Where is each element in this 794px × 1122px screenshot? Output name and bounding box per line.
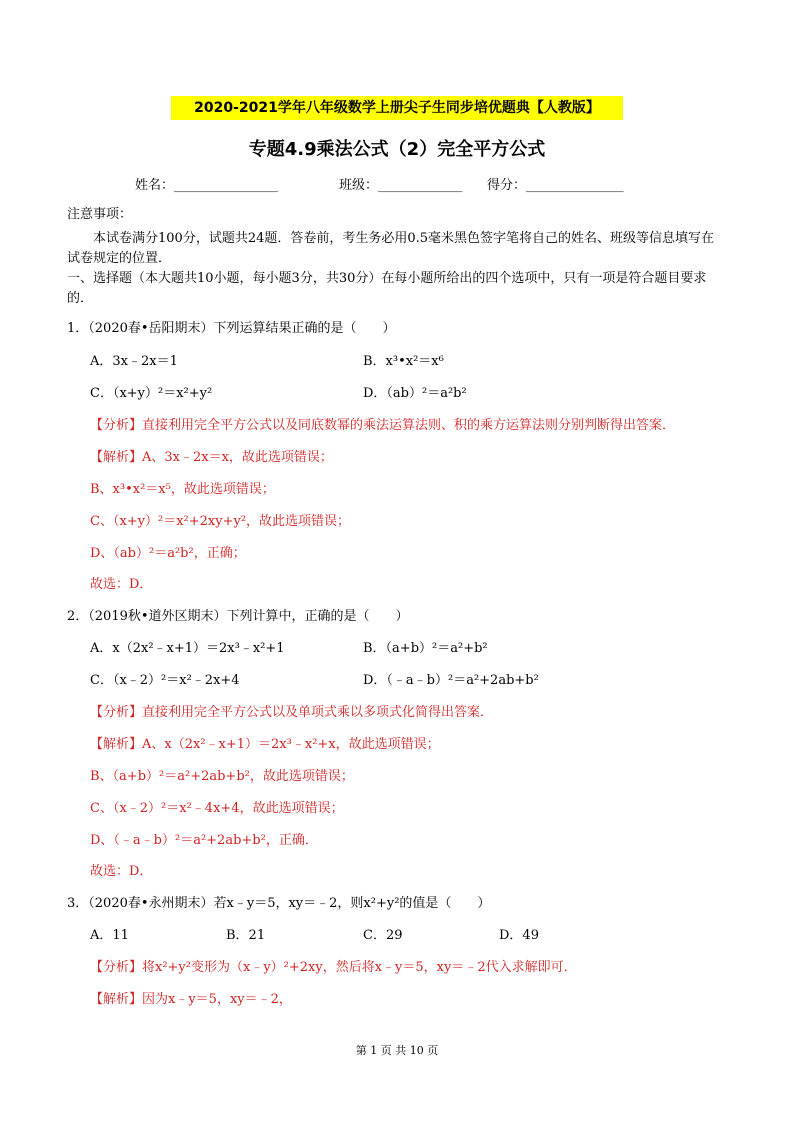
notice-heading: 注意事项： bbox=[67, 207, 133, 222]
score-field: 得分：_______________ bbox=[487, 178, 624, 193]
question-1-solution-b: B、x³•x²＝x⁵，故此选项错误； bbox=[90, 482, 275, 497]
name-field: 姓名：________________ bbox=[135, 178, 279, 193]
question-1-solution-d: D、（ab）²＝a²b²，正确； bbox=[90, 546, 246, 561]
question-2-answer: 故选：D． bbox=[90, 864, 153, 879]
question-1-option-a: A．3x﹣2x＝1 bbox=[90, 354, 178, 369]
question-2-stem: 2．（2019秋•道外区期末）下列计算中，正确的是（ ） bbox=[67, 609, 409, 624]
question-2-solution-d: D、（﹣a﹣b）²＝a²+2ab+b²，正确． bbox=[90, 833, 318, 848]
page-title: 专题4.9乘法公式（2）完全平方公式 bbox=[248, 139, 546, 160]
question-3-option-d: D．49 bbox=[499, 928, 539, 943]
question-2-option-b: B．（a+b）²＝a²+b² bbox=[363, 641, 488, 656]
page-footer: 第 1 页 共 10 页 bbox=[355, 1044, 439, 1057]
section-heading: 一、选择题（本大题共10小题，每小题3分，共30分）在每小题所给出的四个选项中，只有一项是符合题目要求的． bbox=[67, 271, 707, 306]
question-1-stem: 1．（2020春•岳阳期末）下列运算结果正确的是（ ） bbox=[67, 321, 396, 336]
question-3-stem: 3．（2020春•永州期末）若x﹣y＝5，xy＝﹣2，则x²+y²的值是（ ） bbox=[67, 896, 491, 911]
question-3-analysis: 【分析】将x²+y²变形为（x﹣y）²+2xy，然后将x﹣y＝5，xy＝﹣2代入求解即可． bbox=[90, 960, 577, 975]
question-3-option-b: B．21 bbox=[226, 928, 266, 943]
question-2-solution-b: B、（a+b）²＝a²+2ab+b²，故此选项错误； bbox=[90, 769, 354, 784]
question-3-option-a: A．11 bbox=[90, 928, 129, 943]
question-2-option-c: C．（x﹣2）²＝x²﹣2x+4 bbox=[90, 673, 240, 688]
question-3-option-c: C．29 bbox=[363, 928, 403, 943]
course-banner: 2020-2021学年八年级数学上册尖子生同步培优题典【人教版】 bbox=[171, 96, 623, 120]
question-1-option-d: D．（ab）²＝a²b² bbox=[363, 386, 467, 401]
question-1-solution-c: C、（x+y）²＝x²+2xy+y²，故此选项错误； bbox=[90, 514, 351, 529]
question-1-option-b: B．x³•x²＝x⁶ bbox=[363, 354, 444, 369]
question-2-analysis: 【分析】直接利用完全平方公式以及单项式乘以多项式化简得出答案． bbox=[90, 705, 494, 720]
question-1-option-c: C．（x+y）²＝x²+y² bbox=[90, 386, 213, 401]
question-2-solution-c: C、（x﹣2）²＝x²﹣4x+4，故此选项错误； bbox=[90, 801, 344, 816]
question-1-analysis: 【分析】直接利用完全平方公式以及同底数幂的乘法运算法则、积的乘方运算法则分别判断得出答案． bbox=[90, 418, 676, 433]
question-2-solution-a: 【解析】A、x（2x²﹣x+1）＝2x³﹣x²+x，故此选项错误； bbox=[90, 737, 440, 752]
question-3-solution-a: 【解析】因为x﹣y＝5，xy＝﹣2， bbox=[90, 992, 292, 1007]
class-field: 班级：_____________ bbox=[339, 178, 463, 193]
question-1-solution-a: 【解析】A、3x﹣2x＝x，故此选项错误； bbox=[90, 450, 333, 465]
notice-body: 本试卷满分100分，试题共24题．答卷前，考生务必用0.5毫米黑色签字笔将自己的姓名、班级等信息填写在试卷规定的位置． bbox=[67, 231, 715, 266]
question-2-option-a: A．x（2x²﹣x+1）＝2x³﹣x²+1 bbox=[90, 641, 285, 656]
question-1-answer: 故选：D． bbox=[90, 577, 153, 592]
question-2-option-d: D．（﹣a﹣b）²＝a²+2ab+b² bbox=[363, 673, 539, 688]
